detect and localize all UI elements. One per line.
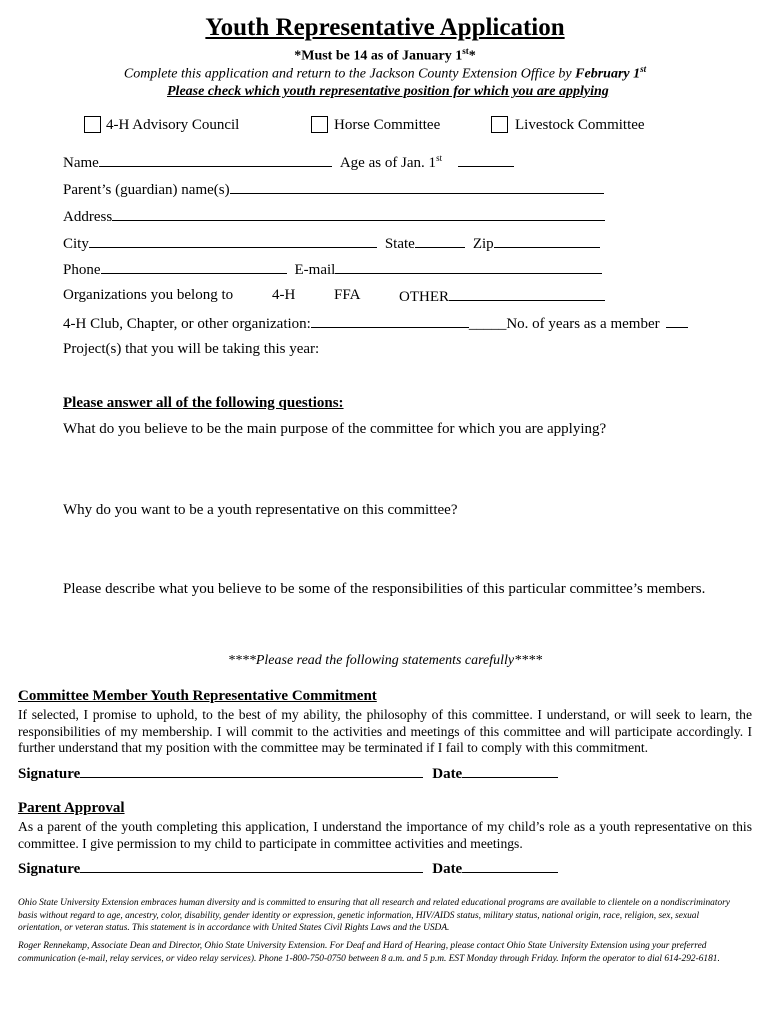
phone-label: Phone [63,262,101,278]
deadline-sup: st [640,64,647,74]
commitment-header: Committee Member Youth Representative Commitment [18,688,377,704]
parent-approval-header: Parent Approval [18,800,125,816]
parent-date-label: Date [432,861,463,877]
org-option-4h[interactable]: 4-H [272,287,296,303]
address-row [63,207,605,226]
age-label-sup: st [436,153,443,163]
parent-label: Parent’s (guardian) name(s) [63,182,230,198]
city-field[interactable] [89,234,377,248]
parent-approval-text: As a parent of the youth completing this application, I understand the importance of my child’s role as a youth representative on this committee. I give permission to my child to participate in committee activities and meetings. [18,819,752,851]
parent-signature-row [18,859,558,878]
position-label-advisory-council: 4-H Advisory Council [106,117,240,133]
parent-signature-field[interactable] [80,859,423,873]
age-field[interactable] [458,153,514,167]
address-label: Address [63,209,113,225]
questions-header: Please answer all of the following questions: [63,395,344,411]
instructions [0,64,770,83]
position-label-horse-committee: Horse Committee [334,117,441,133]
email-field[interactable] [335,260,602,274]
deadline: February 1 [575,66,641,82]
zip-label: Zip [472,236,494,252]
org-option-other[interactable]: OTHER [399,289,449,305]
club-row [63,314,688,333]
checkbox-advisory-council[interactable] [84,116,101,133]
age-label: Age as of Jan. 1 [339,155,437,171]
org-other-row [399,287,605,306]
club-field[interactable] [311,314,469,328]
parent-signature-label: Signature [18,861,81,877]
parent-row [63,180,604,199]
commitment-text: If selected, I promise to uphold, to the best of my ability, the philosophy of this committee. I understand, or will seek to learn, the responsibilities of my membership. I will commit to the activities and meetings of this committee and will participate accordingly. I further understand that my position with the committee may be terminated if I fail to comply with this commitment. [18,707,752,755]
other-org-field[interactable] [449,287,605,301]
city-label: City [63,236,89,252]
age-requirement [0,46,770,65]
signature-label: Signature [18,766,81,782]
question-3: Please describe what you believe to be some of the responsibilities of this particular committee’s members. [63,581,706,597]
instructions-text: Complete this application and return to the Jackson County Extension Office by [123,66,576,82]
phone-row [63,260,602,279]
page-title: Youth Representative Application [205,14,565,41]
address-field[interactable] [112,207,605,221]
projects-answer-area[interactable] [63,360,703,390]
footer-contact: Roger Rennekamp, Associate Dean and Director, Ohio State University Extension. For Deaf and Hard of Hearing, please contact Ohio State University Extension using your preferred communication (e-mail, relay services, or video relay services). Phone 1-800-750-0750 between 8 a.m. and 5 p.m. EST Monday through Friday. Inform the operator to dial 614-292-6181. [18,941,720,964]
parent-date-field[interactable] [462,859,558,873]
youth-signature-field[interactable] [80,764,423,778]
age-requirement-sup: st [462,46,469,56]
age-requirement-text: *Must be 14 as of January 1 [294,48,463,64]
footer-nondiscrimination: Ohio State University Extension embraces human diversity and is committed to ensuring that all research and related educational programs are available to clientele on a nondiscriminatory basis without regard to age, ancestry, color, disability, gender identity or expression, genetic information, HIV/AIDS status, military status, national origin, race, religion, sex, sexual orientation, or veteran status. This statement is in accordance with United States Civil Rights Laws and the USDA. [18,898,730,933]
checkbox-livestock-committee[interactable] [491,116,508,133]
years-label: No. of years as a member [506,316,660,332]
answer-area-2[interactable] [63,523,703,578]
name-field[interactable] [99,153,332,167]
answer-area-3[interactable] [63,602,703,647]
phone-field[interactable] [101,260,287,274]
checkbox-horse-committee[interactable] [311,116,328,133]
state-field[interactable] [415,234,465,248]
question-2: Why do you want to be a youth representative on this committee? [63,502,458,518]
statements-note: ****Please read the following statements carefully**** [227,653,543,668]
years-field[interactable] [666,314,688,328]
org-option-ffa[interactable]: FFA [334,287,361,303]
name-row [63,153,514,172]
parent-field[interactable] [230,180,604,194]
position-label-livestock-committee: Livestock Committee [515,117,645,133]
date-label: Date [432,766,463,782]
zip-field[interactable] [494,234,600,248]
organizations-label: Organizations you belong to [63,287,234,303]
commitment-signature-row [18,764,558,783]
email-label: E-mail [294,262,336,278]
organizations-row [63,287,233,304]
projects-label: Project(s) that you will be taking this year: [63,341,320,357]
club-label: 4-H Club, Chapter, or other organization: [63,316,311,332]
question-1: What do you believe to be the main purpose of the committee for which you are applying? [63,421,607,437]
name-label: Name [63,155,99,171]
age-requirement-end: * [468,48,476,64]
state-label: State [384,236,415,252]
youth-date-field[interactable] [462,764,558,778]
club-gap: _____ [468,316,507,332]
position-check-note: Please check which youth representative position for which you are applying [167,84,609,99]
answer-area-1[interactable] [63,442,703,497]
city-row [63,234,600,253]
